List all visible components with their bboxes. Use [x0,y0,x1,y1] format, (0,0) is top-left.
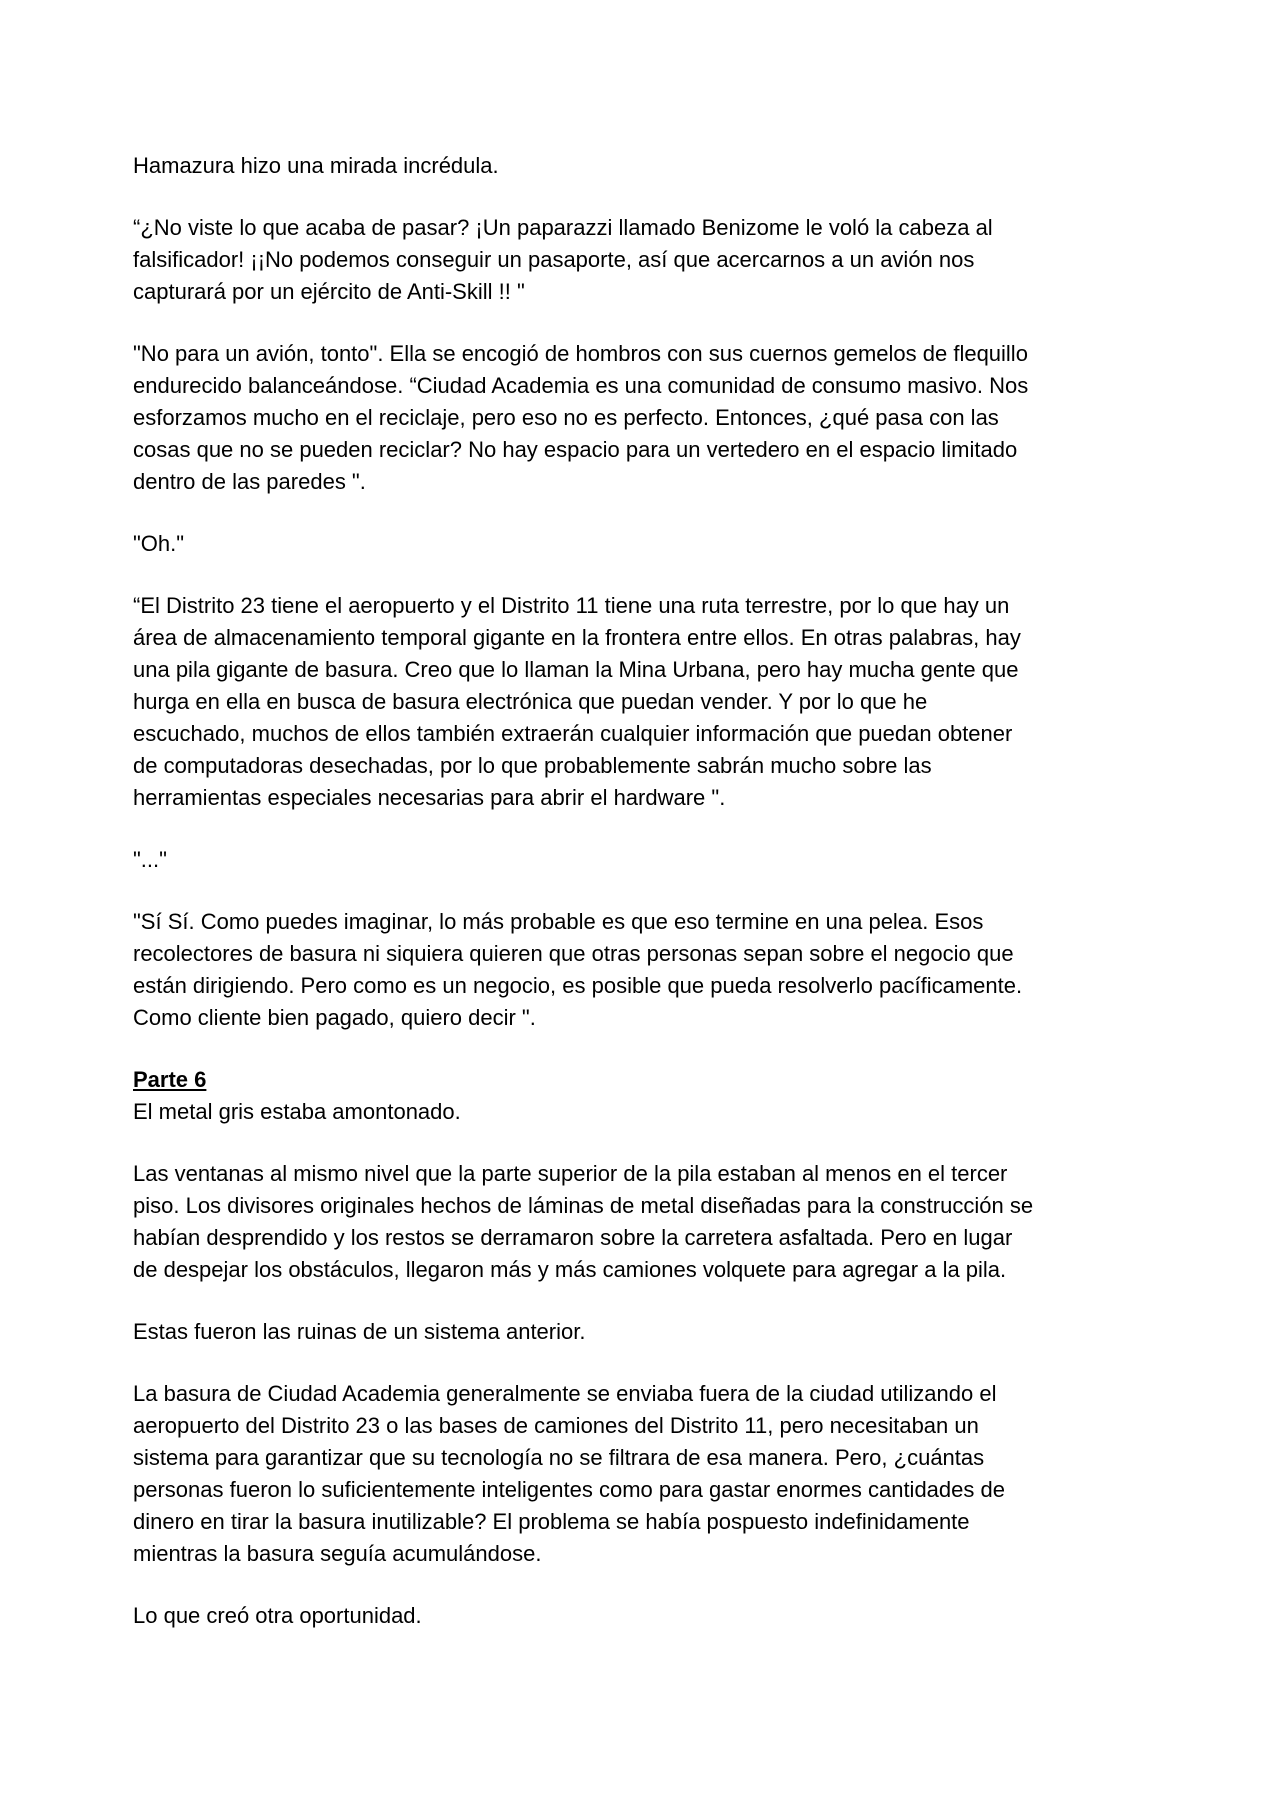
text-line: El metal gris estaba amontonado. [133,1099,461,1124]
text-line: La basura de Ciudad Academia generalmente se enviaba fuera de la ciudad utilizando el [133,1381,997,1406]
text-line: Hamazura hizo una mirada incrédula. [133,153,499,178]
text-line: cosas que no se pueden reciclar? No hay espacio para un vertedero en el espacio limitado [133,437,1018,462]
text-line: falsificador! ¡¡No podemos conseguir un pasaporte, así que acercarnos a un avión nos [133,247,975,272]
text-line: "Sí Sí. Como puedes imaginar, lo más probable es que eso termine en una pelea. Esos [133,909,984,934]
text-line: Parte 6 [133,1067,207,1092]
paragraph [133,212,1180,308]
text-line: Las ventanas al mismo nivel que la parte superior de la pila estaban al menos en el tercer [133,1161,1008,1186]
text-line: “¿No viste lo que acaba de pasar? ¡Un paparazzi llamado Benizome le voló la cabeza al [133,215,993,240]
paragraph [133,590,1180,814]
text-line: endurecido balanceándose. “Ciudad Academia es una comunidad de consumo masivo. Nos [133,373,1029,398]
paragraph [133,1096,1180,1128]
paragraph [133,528,1180,560]
text-line: están dirigiendo. Pero como es un negocio, es posible que pueda resolverlo pacíficamente. [133,973,1023,998]
text-line: mientras la basura seguía acumulándose. [133,1541,542,1566]
text-line: habían desprendido y los restos se derramaron sobre la carretera asfaltada. Pero en lugar [133,1225,1013,1250]
text-line: Como cliente bien pagado, quiero decir ". [133,1005,536,1030]
paragraph [133,150,1180,182]
paragraph [133,906,1180,1034]
text-line: herramientas especiales necesarias para abrir el hardware ". [133,785,726,810]
section-heading [133,1064,1180,1096]
paragraph [133,1378,1180,1570]
text-line: una pila gigante de basura. Creo que lo llaman la Mina Urbana, pero hay mucha gente que [133,657,1019,682]
text-line: "..." [133,847,167,872]
text-line: dentro de las paredes ". [133,469,366,494]
text-line: Lo que creó otra oportunidad. [133,1603,422,1628]
paragraph [133,338,1180,498]
text-line: de despejar los obstáculos, llegaron más y más camiones volquete para agregar a la pila. [133,1257,1007,1282]
document-content [133,150,1180,1662]
text-line: área de almacenamiento temporal gigante en la frontera entre ellos. En otras palabras, hay [133,625,1021,650]
text-line: sistema para garantizar que su tecnología no se filtrara de esa manera. Pero, ¿cuántas [133,1445,985,1470]
text-line: "Oh." [133,531,185,556]
text-line: piso. Los divisores originales hechos de láminas de metal diseñadas para la construcción se [133,1193,1034,1218]
text-line: “El Distrito 23 tiene el aeropuerto y el Distrito 11 tiene una ruta terrestre, por lo que hay un [133,593,1010,618]
text-line: Estas fueron las ruinas de un sistema anterior. [133,1319,586,1344]
text-line: de computadoras desechadas, por lo que probablemente sabrán mucho sobre las [133,753,932,778]
text-line: dinero en tirar la basura inutilizable? El problema se había pospuesto indefinidamente [133,1509,970,1534]
text-line: esforzamos mucho en el reciclaje, pero eso no es perfecto. Entonces, ¿qué pasa con las [133,405,999,430]
paragraph [133,1316,1180,1348]
text-line: hurga en ella en busca de basura electrónica que puedan vender. Y por lo que he [133,689,928,714]
text-line: "No para un avión, tonto". Ella se encogió de hombros con sus cuernos gemelos de flequillo [133,341,1028,366]
paragraph [133,844,1180,876]
text-line: escuchado, muchos de ellos también extraerán cualquier información que puedan obtener [133,721,1013,746]
text-line: recolectores de basura ni siquiera quieren que otras personas sepan sobre el negocio que [133,941,1014,966]
paragraph [133,1600,1180,1632]
paragraph [133,1158,1180,1286]
text-line: capturará por un ejército de Anti-Skill !! " [133,279,525,304]
text-line: aeropuerto del Distrito 23 o las bases de camiones del Distrito 11, pero necesitaban un [133,1413,979,1438]
text-line: personas fueron lo suficientemente inteligentes como para gastar enormes cantidades de [133,1477,1005,1502]
